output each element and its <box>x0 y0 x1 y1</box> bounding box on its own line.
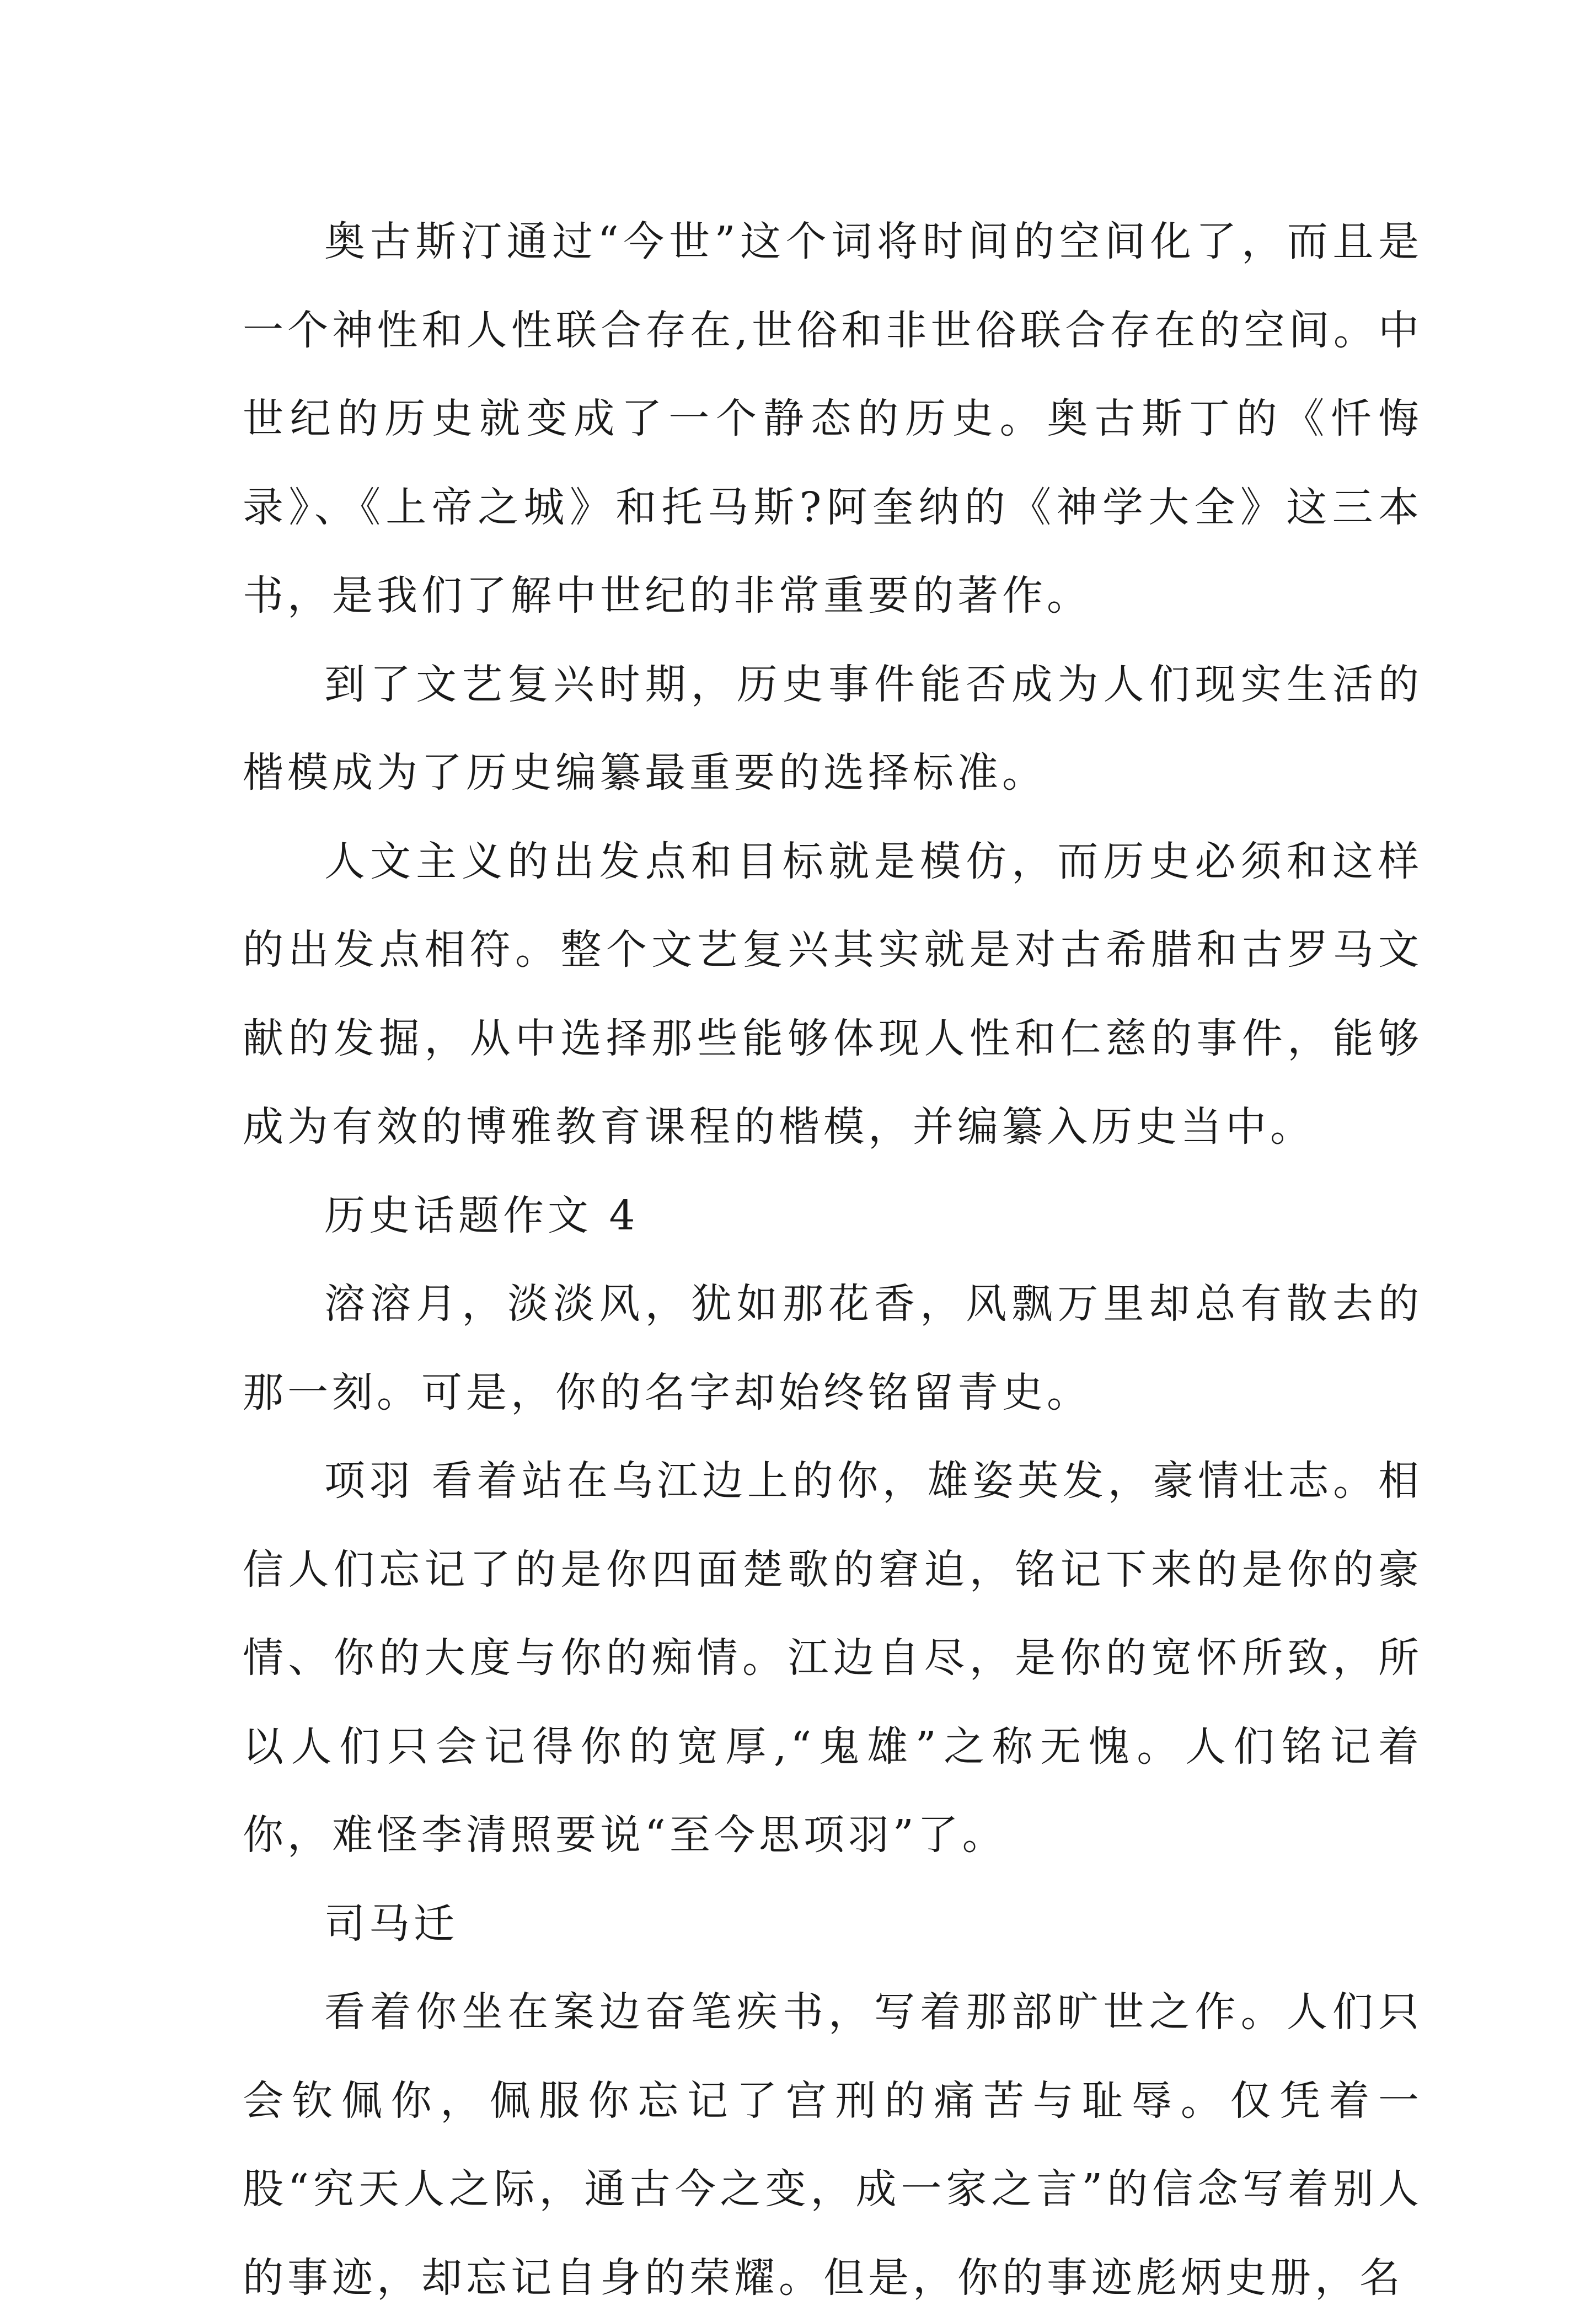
paragraph-renaissance: 到了文艺复兴时期，历史事件能否成为人们现实生活的楷模成为了历史编纂最重要的选择标准。 <box>243 660 1423 796</box>
document-body <box>243 197 1423 2322</box>
paragraph-xiang-yu: 项羽 看着站在乌江边上的你，雄姿英发，豪情壮志。相信人们忘记了的是你四面楚歌的窘迫，铭记下来的是你的豪情、你的大度与你的痴情。江边自尽，是你的宽怀所致，所以人们只会记得你的宽厚,“鬼雄”之称无愧。人们铭记着你，难怪李清照要说“至今思项羽”了。 <box>243 1457 1423 1859</box>
paragraph-augustine: 奥古斯汀通过“今世”这个词将时间的空间化了，而且是一个神性和人性联合存在,世俗和非世俗联合存在的空间。中世纪的历史就变成了一个静态的历史。奥古斯丁的《忏悔录》、《上帝之城》和托马斯?阿奎纳的《神学大全》这三本书，是我们了解中世纪的非常重要的著作。 <box>243 218 1423 619</box>
paragraph-humanism: 人文主义的出发点和目标就是模仿，而历史必须和这样的出发点相符。整个文艺复兴其实就是对古希腊和古罗马文献的发掘，从中选择那些能够体现人性和仁慈的事件，能够成为有效的博雅教育课程的楷模，并编纂入历史当中。 <box>243 837 1423 1151</box>
paragraph-intro: 溶溶月，淡淡风，犹如那花香，风飘万里却总有散去的那一刻。可是，你的名字却始终铭留青史。 <box>243 1280 1423 1416</box>
paragraph-sima-qian: 看着你坐在案边奋笔疾书，写着那部旷世之作。人们只会钦佩你，佩服你忘记了宫刑的痛苦与耻辱。仅凭着一股“究天人之际，通古今之变，成一家之言”的信念写着别人的事迹，却忘记自身的荣耀。但是，你的事迹彪炳史册，名 <box>243 1988 1423 2302</box>
section-heading: 历史话题作文 4 <box>324 1191 639 1239</box>
subheading-sima-qian: 司马迁 <box>324 1900 458 1948</box>
